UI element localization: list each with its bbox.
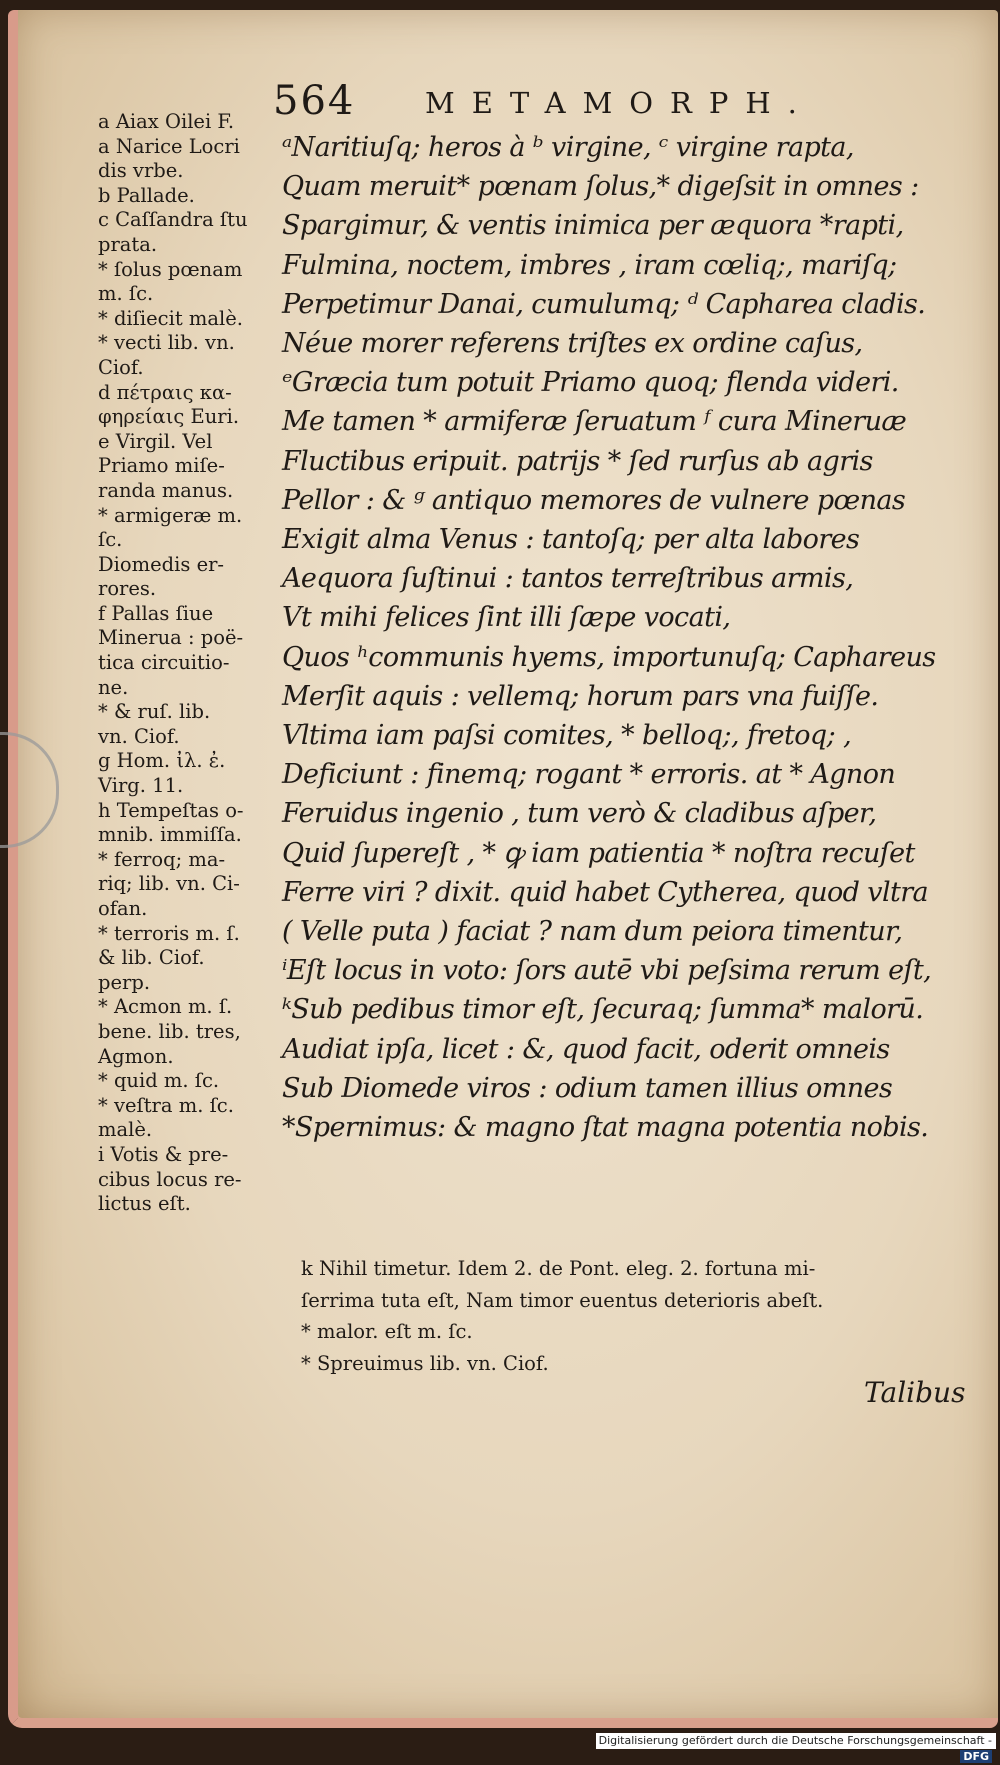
margin-note: h Tempeſtas o- <box>98 798 244 822</box>
margin-note: * Acmon m. ſ. <box>98 995 233 1019</box>
footnotes <box>301 1253 981 1379</box>
verse-line: Exigit alma Venus : tantoſq; per alta labores <box>282 524 860 556</box>
verse-line: Perpetimur Danai, cumulumq; ᵈ Caphareа cladis. <box>282 288 926 320</box>
footnote-line: ſerrima tuta eſt, Nam timor euentus deterioris abeſt. <box>301 1288 824 1312</box>
page-header <box>273 78 993 128</box>
margin-note: i Votis & pre- <box>98 1142 229 1166</box>
verse-line: Feruidus ingenio , tum verò & cladibus aſper, <box>282 798 877 830</box>
margin-note: c Caſſandra ſtu <box>98 208 248 232</box>
margin-note: vn. Ciof. <box>98 724 180 748</box>
dfg-logo: DFG <box>960 1750 992 1763</box>
margin-note: malè. <box>98 1118 153 1142</box>
margin-note: Virg. 11. <box>98 774 184 798</box>
margin-note: bene. lib. tres, <box>98 1019 241 1043</box>
margin-note: randa manus. <box>98 478 234 502</box>
verse-line: Quos ʰcommunis hyems, importunuſq; Caphareus <box>282 641 936 673</box>
verse-line: Spargimur, & ventis inimica per æquora *rapti, <box>282 210 904 242</box>
verse-line: Quam meruit* pœnam ſolus,* digeſsit in omnes : <box>282 171 919 203</box>
margin-note: rores. <box>98 577 157 601</box>
margin-note: * ſolus pœnam <box>98 257 243 281</box>
footnote-line: k Nihil timetur. Idem 2. de Pont. eleg. 2. fortuna mi- <box>301 1257 816 1280</box>
verse-line: Néue morer referens triſtes ex ordine caſus, <box>282 328 863 360</box>
margin-note: lictus eſt. <box>98 1192 191 1216</box>
running-title: METAMORPH. <box>425 86 814 120</box>
verse-line: *Spernimus: & magno ſtat magna potentia nobis. <box>282 1112 929 1144</box>
margin-note: ofan. <box>98 897 148 920</box>
margin-note: * ferroq; ma- <box>98 847 226 871</box>
margin-note: * terroris m. ſ. <box>98 921 240 945</box>
digitization-credit <box>596 1733 996 1763</box>
margin-note: Agmon. <box>98 1044 174 1068</box>
footnote-line: * Spreuimus lib. vn. Ciof. <box>301 1351 549 1375</box>
verse-line: Vt mihi felices ſint illi ſæpe vocati, <box>282 602 731 634</box>
margin-note: mnib. immiſſa. <box>98 823 242 847</box>
verse-line: Ferre viri ? dixit. quid habet Cytherea, quod vltra <box>282 876 929 908</box>
verse-line: Vltima iam paſsi comites, * belloq;, fretoq; , <box>282 720 852 752</box>
verse-line: Sub Diomede viros : odium tamen illius omnes <box>282 1072 893 1104</box>
margin-note: & lib. Ciof. <box>98 946 205 970</box>
margin-note: * & ruſ. lib. <box>98 700 211 724</box>
verse-line: ( Velle puta ) faciat ? nam dum peiora timentur, <box>282 916 903 948</box>
verse-line: Aequora ſuſtinui : tantos terreſtribus armis, <box>282 563 854 595</box>
verse-line: Audiat ipſa, licet : &, quod facit, oderit omneis <box>282 1033 890 1065</box>
verse-line: Pellor : & ᵍ antiquo memores de vulnere pœnas <box>282 484 906 516</box>
margin-note: Diomedis er- <box>98 552 225 576</box>
verse-line: ᵃNaritiuſq; heros à ᵇ virgine, ᶜ virgine rapta, <box>282 132 854 163</box>
margin-note: φηρείαις Euri. <box>98 405 240 429</box>
margin-note: a Narice Locri <box>98 134 240 158</box>
margin-note: * veſtra m. ſc. <box>98 1093 234 1117</box>
verse-line: Fulmina, noctem, imbres , iram cœliq;, mariſq; <box>282 249 897 281</box>
margin-note: Minerua : poë- <box>98 626 244 650</box>
margin-note: perp. <box>98 970 151 994</box>
book-page <box>8 10 998 1728</box>
margin-note: tica circuitio- <box>98 651 230 675</box>
verse-line: Merſit aquis : vellemq; horum pars vna fuiſſe. <box>282 680 879 712</box>
margin-note: cibus locus re- <box>98 1167 242 1191</box>
margin-note: b Pallade. <box>98 183 195 207</box>
digitization-credit-text: Digitalisierung gefördert durch die Deutsche Forschungsgemeinschaft - <box>598 1734 992 1747</box>
verse-line: Me tamen * armiferæ ſeruatum ᶠ cura Mineruæ <box>282 406 907 438</box>
margin-note: dis vrbe. <box>98 159 184 183</box>
margin-note: ſc. <box>98 528 123 552</box>
verse-line: Quid ſupereſt , * ꝙ iam patientia * noſtra recuſet <box>282 837 915 869</box>
verse-line: ⁱEſt locus in voto: ſors autē vbi peſsima rerum eſt, <box>282 955 932 987</box>
margin-note: * diſiecit malè. <box>98 306 243 330</box>
verse-text <box>282 128 982 1147</box>
margin-note: a Aiax Oilei F. <box>98 110 235 133</box>
margin-note: * quid m. ſc. <box>98 1069 220 1093</box>
margin-notes <box>98 110 288 1217</box>
margin-note: ne. <box>98 675 129 699</box>
page-number: 564 <box>273 78 356 124</box>
verse-line: ᵏSub pedibus timor eſt, ſecuraq; ſumma* malorū. <box>282 994 924 1026</box>
footnote-line: * malor. eſt m. ſc. <box>301 1320 473 1343</box>
margin-note: m. ſc. <box>98 282 154 306</box>
margin-note: e Virgil. Vel <box>98 429 213 453</box>
margin-note: f Pallas ſiue <box>98 601 214 625</box>
margin-note: * armigeræ m. <box>98 503 243 527</box>
margin-note: Ciof. <box>98 355 144 379</box>
verse-line: Deficiunt : finemq; rogant * erroris. at * Agnon <box>282 759 896 791</box>
verse-line: ᵉGræcia tum potuit Priamo quoq; flenda videri. <box>282 367 899 399</box>
verse-line: Fluctibus eripuit. patrijs * ſed rurſus ab agris <box>282 445 873 477</box>
page-clasp-shadow <box>0 732 59 848</box>
margin-note: prata. <box>98 232 158 256</box>
margin-note: d πέτραις κα- <box>98 380 232 404</box>
margin-note: riq; lib. vn. Ci- <box>98 872 240 896</box>
margin-note: * vecti lib. vn. <box>98 331 235 355</box>
margin-note: g Hom. ἰλ. ἐ. <box>98 749 226 773</box>
margin-note: Priamo miſe- <box>98 454 225 478</box>
catchword: Talibus <box>864 1376 966 1409</box>
